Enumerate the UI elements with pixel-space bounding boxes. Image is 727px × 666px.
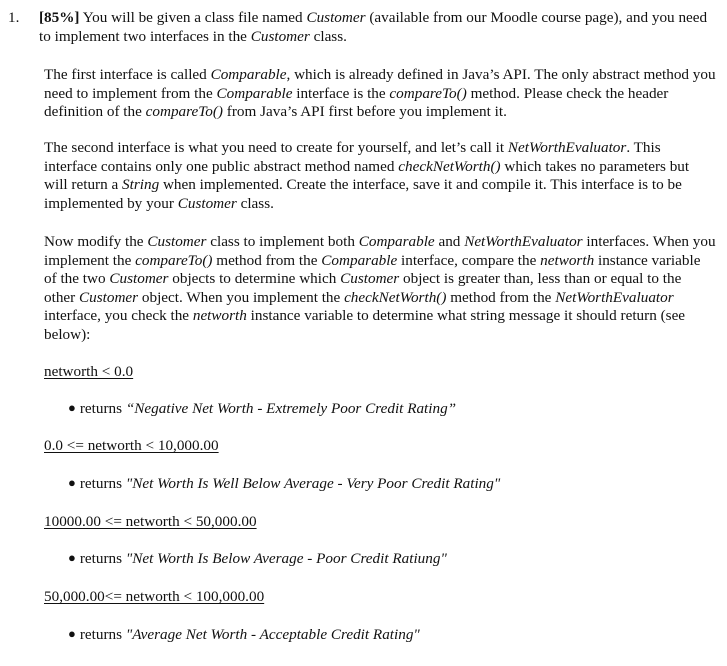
para-text: Now modify the <box>44 233 148 250</box>
rule-return <box>68 400 456 419</box>
para-term: Customer <box>109 270 169 288</box>
return-message: “Negative Net Worth - Extremely Poor Credit Rating” <box>125 400 457 417</box>
returns-label: returns <box>79 550 126 567</box>
return-message: "Net Worth Is Well Below Average - Very Poor Credit Rating" <box>125 475 501 492</box>
para-term: Comparable <box>210 66 287 83</box>
para-text: class. <box>236 194 274 212</box>
para-term: NetWorthEvaluator <box>464 233 583 250</box>
paragraph-networth-evaluator <box>44 139 716 213</box>
para-term: String <box>122 176 160 194</box>
bullet-icon: ● <box>68 626 76 641</box>
intro-text: class. <box>309 27 347 45</box>
para-text: method from the <box>446 288 556 306</box>
para-text: . This interface contains only one public abstract method named <box>44 139 661 175</box>
returns-label: returns <box>79 626 126 643</box>
para-text: method. Please check the header definition of the <box>44 84 669 121</box>
para-text: The first interface is called <box>44 66 211 83</box>
para-text: interface, you check the <box>44 307 193 325</box>
para-term: checkNetWorth() <box>398 157 501 175</box>
para-text: interface, compare the <box>397 251 541 269</box>
para-term: checkNetWorth() <box>344 288 447 306</box>
rule-return <box>68 475 500 494</box>
rule-condition: networth < 0.0 <box>44 363 134 380</box>
para-text: interfaces. When you implement the <box>44 233 716 269</box>
return-message: "Average Net Worth - Acceptable Credit Rating" <box>125 626 420 643</box>
bullet-icon: ● <box>68 550 76 565</box>
para-term: networth <box>192 307 247 325</box>
intro-class-name: Customer <box>250 27 310 45</box>
para-text: and <box>434 233 465 250</box>
question-weight: [85%] <box>39 9 80 26</box>
para-text: method from the <box>212 251 322 269</box>
para-term: Customer <box>79 288 139 306</box>
para-text: interface is the <box>292 84 390 102</box>
para-term: compareTo() <box>389 84 467 102</box>
para-term: Comparable <box>321 251 398 269</box>
rule-return <box>68 550 447 569</box>
para-text: instance variable of the two <box>44 251 701 288</box>
rule-return <box>68 626 420 645</box>
para-text: objects to determine which <box>168 270 341 288</box>
para-term: Customer <box>177 194 237 212</box>
para-term: Comparable <box>358 233 435 250</box>
return-message: "Net Worth Is Below Average - Poor Credit Ratiung" <box>125 550 447 567</box>
paragraph-comparable <box>44 66 716 122</box>
rule-condition: 50,000.00<= networth < 100,000.00 <box>44 588 265 605</box>
para-text: , which is already defined in Java’s API. The only abstract method you need to implement from the <box>44 66 716 102</box>
para-text: which takes no parameters but will return a <box>44 157 690 194</box>
bullet-icon: ● <box>68 400 76 415</box>
intro-text: (available from our Moodle course page), and you need to implement two interfaces in the <box>39 9 708 45</box>
para-text: The second interface is what you need to create for yourself, and let’s call it <box>44 139 508 156</box>
para-text: from Java’s API first before you implement it. <box>223 103 507 121</box>
returns-label: returns <box>79 400 126 417</box>
para-text: when implemented. Create the interface, save it and compile it. This interface is to be implemented by your <box>44 176 682 212</box>
para-term: Customer <box>340 270 400 288</box>
para-term: NetWorthEvaluator <box>507 139 627 156</box>
returns-label: returns <box>79 475 126 492</box>
para-term: Customer <box>147 233 207 250</box>
para-text: class to implement both <box>206 233 359 250</box>
para-term: Comparable <box>216 84 293 102</box>
intro-text: You will be given a class file named <box>79 9 307 26</box>
para-text: object. When you implement the <box>138 288 345 306</box>
rule-condition: 0.0 <= networth < 10,000.00 <box>44 437 219 454</box>
bullet-icon: ● <box>68 475 76 490</box>
question-number: 1. <box>8 9 20 26</box>
para-term: compareTo() <box>135 251 213 269</box>
intro-class-name: Customer <box>306 9 366 26</box>
rule-condition: 10000.00 <= networth < 50,000.00 <box>44 513 257 530</box>
para-text: object is greater than, less than or equal to the other <box>44 270 682 306</box>
paragraph-modify-customer <box>44 233 716 345</box>
para-term: NetWorthEvaluator <box>555 288 674 306</box>
para-text: instance variable to determine what string message it should return (see below): <box>44 307 686 343</box>
para-term: networth <box>540 251 595 269</box>
para-term: compareTo() <box>145 103 223 121</box>
question-intro <box>39 9 721 46</box>
